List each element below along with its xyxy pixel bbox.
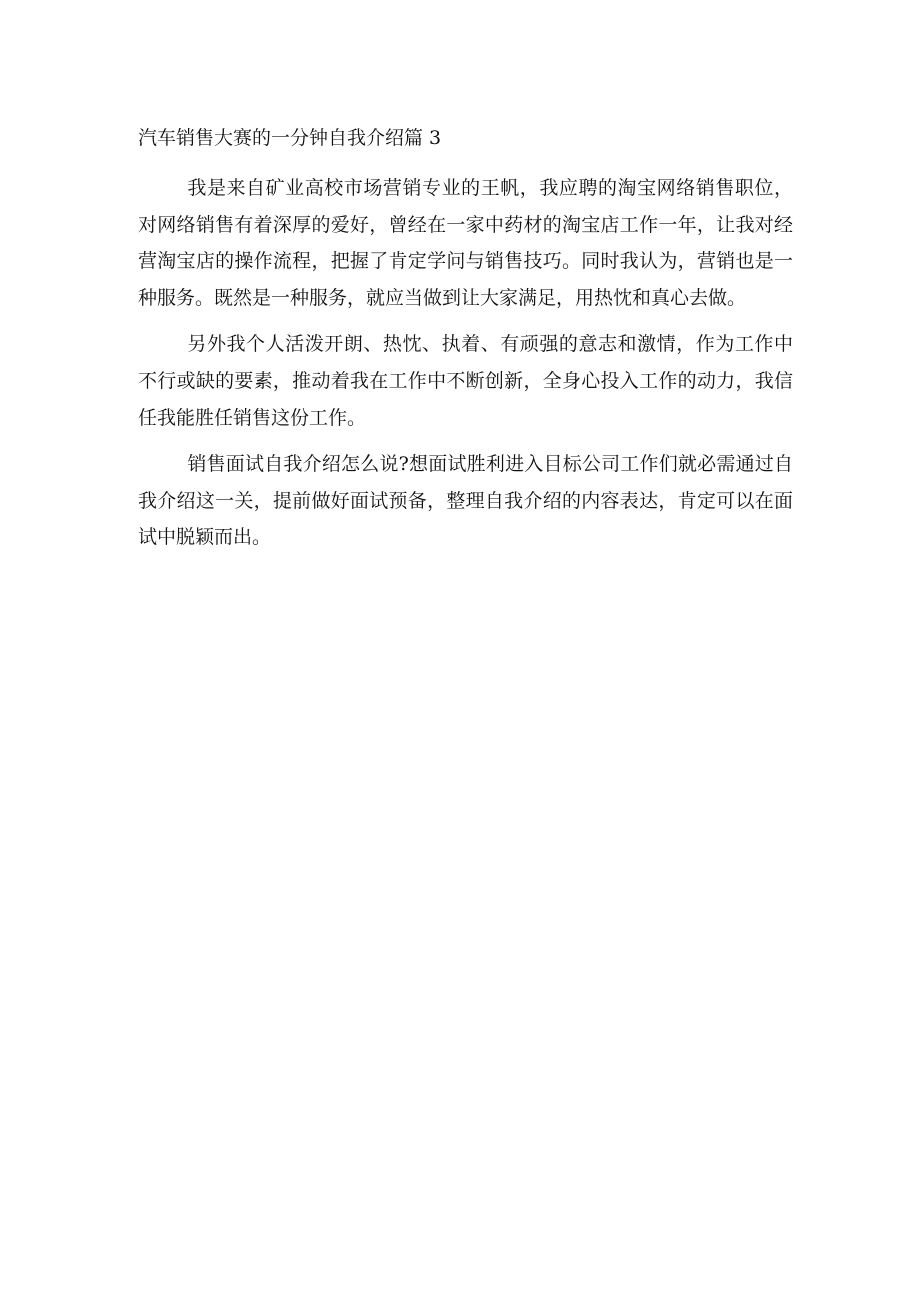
document-body bbox=[138, 118, 793, 556]
paragraph-intro: 我是来自矿业高校市场营销专业的王帆，我应聘的淘宝网络销售职位，对网络销售有着深厚的爱好，曾经在一家中药材的淘宝店工作一年，让我对经营淘宝店的操作流程，把握了肯定学问与销售技巧。同时我认为，营销也是一种服务。既然是一种服务，就应当做到让大家满足，用热忱和真心去做。 bbox=[138, 177, 793, 309]
paragraph-interview-tips: 销售面试自我介绍怎么说?想面试胜利进入目标公司工作们就必需通过自我介绍这一关，提前做好面试预备，整理自我介绍的内容表达，肯定可以在面试中脱颖而出。 bbox=[138, 453, 793, 549]
paragraph-personality: 另外我个人活泼开朗、热忱、执着、有顽强的意志和激情，作为工作中不行或缺的要素，推动着我在工作中不断创新，全身心投入工作的动力，我信任我能胜任销售这份工作。 bbox=[138, 333, 793, 429]
document-title: 汽车销售大赛的一分钟自我介绍篇 3 bbox=[138, 127, 442, 149]
